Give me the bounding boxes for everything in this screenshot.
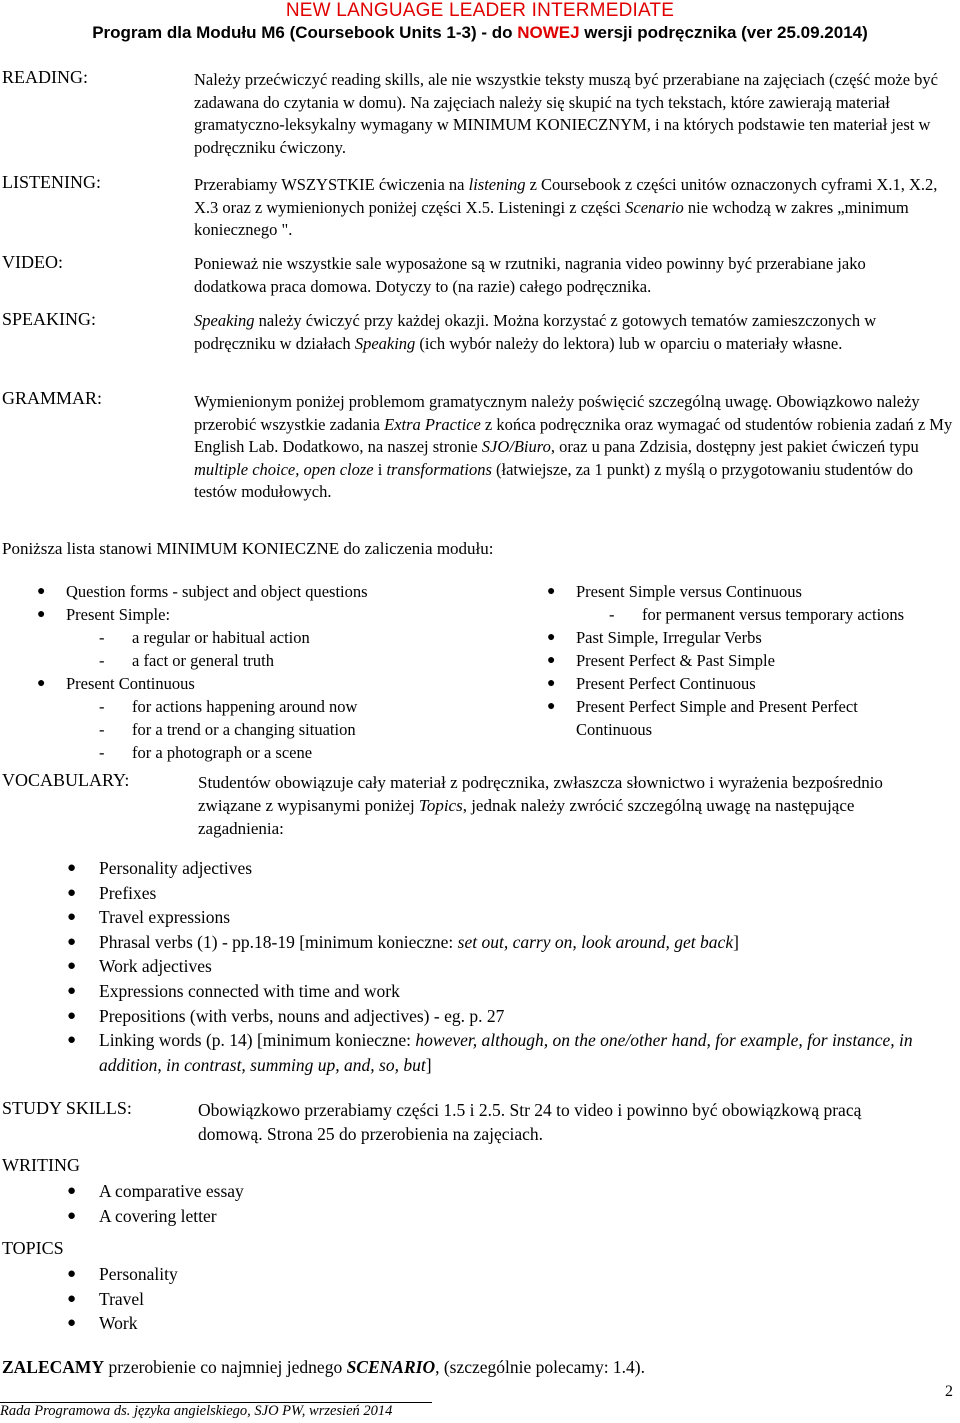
list-item-text: Travel expressions: [99, 907, 231, 928]
list-item: [67, 1204, 699, 1229]
list-item-text: Prefixes: [99, 882, 157, 903]
dash-icon: -: [99, 651, 105, 670]
list-item: [547, 695, 916, 741]
phrasal-i1: set out, carry on, look around, get back: [457, 931, 734, 952]
writing-label: WRITING: [2, 1155, 80, 1175]
grammar-i3: multiple choice, open cloze: [194, 459, 374, 479]
list-item-text: Present Perfect Continuous: [576, 674, 756, 693]
footer-text: Rada Programowa ds. języka angielskiego, SJO PW, wrzesień 2014: [0, 1403, 393, 1419]
document-title: NEW LANGUAGE LEADER INTERMEDIATE: [285, 0, 675, 21]
linking-t2: ]: [425, 1054, 432, 1075]
recommend-t1: przerobienie co najmniej jednego: [104, 1357, 347, 1377]
subtitle-text-1: Program dla Modułu M6 (Coursebook Units 1-3) - do: [92, 23, 518, 42]
sub-list-item: [609, 603, 956, 626]
grammar-t3: , oraz u pana Zdzisia, dostępny jest pakiet ćwiczeń typu: [550, 437, 919, 456]
grammar-list-left: [37, 580, 506, 764]
listening-t1: Przerabiamy WSZYSTKIE ćwiczenia na: [194, 175, 469, 194]
bullet-icon: ●: [67, 1007, 77, 1024]
listening-label: LISTENING:: [2, 172, 101, 192]
list-item-text: Present Simple:: [66, 605, 171, 624]
bullet-icon: ●: [67, 860, 77, 876]
sub-item-text: for a photograph or a scene: [132, 743, 313, 762]
list-item: [67, 1028, 949, 1077]
sub-item-text: for permanent versus temporary actions: [642, 605, 905, 624]
list-item-text: Personality adjectives: [99, 858, 253, 878]
bullet-icon: ●: [67, 1032, 77, 1049]
topics-list: [67, 1262, 699, 1336]
list-item: [67, 905, 949, 930]
video-text: Ponieważ nie wszystkie sale wyposażone są w rzutniki, nagrania video powinny być przerabiane jako dodatkowa praca domowa. Dotyczy to (na razie) całego podręcznika.: [194, 254, 866, 296]
list-item: [547, 649, 956, 672]
grammar-label: GRAMMAR:: [2, 388, 103, 408]
bullet-icon: ●: [547, 584, 556, 599]
list-item: [67, 1262, 699, 1287]
vocabulary-text: [198, 771, 938, 840]
recommend-bold: ZALECAMY: [2, 1357, 105, 1377]
list-item-text: Present Continuous: [66, 674, 195, 693]
grammar-text: [194, 391, 956, 504]
list-item: [37, 580, 506, 603]
speaking-i2: Speaking: [354, 333, 416, 353]
sub-item-text: for actions happening around now: [132, 697, 358, 716]
list-item: [67, 1287, 699, 1312]
list-item: [67, 930, 949, 955]
recommendation-text: [2, 1357, 645, 1378]
bullet-icon: ●: [37, 584, 46, 599]
list-item: [67, 856, 949, 881]
bullet-icon: ●: [67, 1207, 77, 1224]
vocab-t1: Studentów obowiązuje cały materiał z podręcznika, zwłaszcza słownictwo i wyrażenia bezpośrednio związane z wypisanymi poniżej: [198, 773, 883, 815]
listening-i2: Scenario: [625, 197, 684, 217]
listening-text: [194, 174, 958, 242]
dash-icon: -: [99, 743, 105, 762]
bullet-icon: ●: [67, 884, 77, 901]
speaking-text: [194, 310, 924, 355]
reading-label: READING:: [2, 67, 88, 87]
grammar-i2: SJO/Biuro: [481, 437, 551, 456]
bullet-icon: ●: [547, 630, 556, 645]
sub-item-text: a fact or general truth: [132, 651, 275, 670]
grammar-t4: i: [373, 459, 387, 479]
list-item-text: Prepositions (with verbs, nouns and adjectives) - eg. p. 27: [99, 1005, 505, 1026]
video-label: VIDEO:: [2, 252, 63, 272]
document-subtitle: [0, 23, 960, 43]
grammar-t1: Wymienionym poniżej problemom gramatycznym należy poświęcić szczególną uwagę. Obowiązkowo należy przerobić wszystkie zadania: [194, 392, 920, 434]
sub-list-item: [99, 626, 506, 649]
bullet-icon: ●: [67, 1290, 77, 1307]
bullet-icon: ●: [67, 1315, 77, 1332]
sub-list-item: [99, 718, 506, 741]
recommend-t2: , (szczególnie polecamy: 1.4).: [435, 1357, 646, 1377]
bullet-icon: ●: [547, 653, 556, 668]
dash-icon: -: [99, 628, 105, 647]
grammar-i4: transformations: [386, 459, 492, 479]
linking-i1: however, although, on the one/other hand, for example, for instance, in addition, in contrast, summing up, and, so, but: [99, 1030, 913, 1075]
list-item-text: Travel: [99, 1288, 145, 1309]
vocabulary-label: VOCABULARY:: [2, 770, 130, 790]
list-item: [37, 672, 506, 695]
bullet-icon: ●: [547, 699, 556, 714]
sub-list-item: [99, 695, 506, 718]
bullet-icon: ●: [547, 676, 556, 691]
list-item: [67, 1179, 699, 1204]
list-item-text: Past Simple, Irregular Verbs: [576, 628, 762, 647]
list-item-text: Present Perfect & Past Simple: [576, 651, 775, 670]
list-item: [547, 580, 956, 603]
recommend-bi: SCENARIO: [346, 1357, 436, 1377]
bullet-icon: ●: [37, 676, 46, 691]
list-item-text: Present Perfect Simple and Present Perfect Continuous: [576, 697, 858, 739]
list-item-text: Work adjectives: [99, 956, 212, 977]
subtitle-text-2: wersji podręcznika (ver 25.09.2014): [579, 23, 868, 42]
phrasal-t1: Phrasal verbs (1) - pp.18-19 [minimum konieczne:: [99, 931, 458, 952]
study-skills-label: STUDY SKILLS:: [2, 1098, 132, 1118]
subtitle-highlight: NOWEJ: [517, 23, 580, 42]
topics-label: TOPICS: [2, 1238, 64, 1258]
page-number: 2: [945, 1383, 953, 1400]
dash-icon: -: [99, 720, 105, 739]
linking-t1: Linking words (p. 14) [minimum konieczne:: [99, 1030, 416, 1051]
bullet-icon: ●: [67, 1266, 77, 1282]
speaking-t1: należy ćwiczyć przy każdej okazji. Można korzystać z gotowych tematów zamieszczonych w podręczniku w działach: [194, 311, 877, 353]
list-item: [547, 672, 956, 695]
listening-i1: listening: [468, 175, 526, 194]
list-item-text: Present Simple versus Continuous: [576, 582, 802, 601]
bullet-icon: ●: [37, 607, 46, 622]
list-item-text: Personality: [99, 1264, 178, 1284]
sub-item-text: a regular or habitual action: [132, 628, 310, 647]
grammar-t5: (łatwiejsze, za 1 punkt) z myślą o przygotowaniu studentów do testów modułowych.: [194, 459, 913, 501]
listening-t2: z Coursebook z części unitów oznaczonych cyframi X.1, X.2, X.3 oraz z wymienionych poniżej części X.5. Listeningi z części: [194, 175, 938, 217]
list-item: [67, 881, 949, 906]
minimum-intro: Poniższa lista stanowi MINIMUM KONIECZNE do zaliczenia modułu:: [2, 539, 494, 558]
study-skills-text: Obowiązkowo przerabiamy części 1.5 i 2.5. Str 24 to video i powinno być obowiązkową pracą domową. Strona 25 do przerobienia na zajęciach.: [198, 1100, 862, 1144]
list-item-text: Work: [99, 1313, 138, 1334]
list-item: [67, 1004, 949, 1029]
list-item: [67, 979, 949, 1004]
dash-icon: -: [609, 605, 615, 624]
sub-list-item: [99, 741, 506, 764]
grammar-list-right: [547, 580, 956, 741]
sub-list-item: [99, 649, 506, 672]
vocabulary-list: [67, 856, 949, 1077]
bullet-icon: ●: [67, 1183, 77, 1199]
phrasal-t2: ]: [733, 931, 739, 952]
speaking-t2: (ich wybór należy do lektora) lub w oparciu o materiały własne.: [415, 333, 843, 353]
speaking-i1: Speaking: [194, 311, 255, 330]
writing-list: [67, 1179, 699, 1228]
vocab-i1: Topics: [418, 796, 463, 815]
list-item-text: A covering letter: [99, 1205, 217, 1226]
listening-t3: nie wchodzą w zakres „minimum koniecznego ".: [194, 197, 909, 239]
reading-text: Należy przećwiczyć reading skills, ale nie wszystkie teksty muszą być przerabiane na zajęciach (część może być zadawana do czytania w domu). Na zajęciach należy się skupić na tych tekstach, które zawierają materiał gramatyczno-leksykalny wymagany w MINIMUM KONIECZNYM, i na których podstawie ten materiał jest w podręczniku ćwiczony.: [194, 70, 938, 157]
list-item: [37, 603, 506, 626]
speaking-label: SPEAKING:: [2, 309, 97, 329]
dash-icon: -: [99, 697, 105, 716]
sub-item-text: for a trend or a changing situation: [132, 720, 356, 739]
list-item-text: A comparative essay: [99, 1181, 244, 1201]
list-item: [547, 626, 956, 649]
bullet-icon: ●: [67, 982, 77, 999]
list-item-text: Expressions connected with time and work: [99, 980, 400, 1001]
vocab-t2: , jednak należy zwrócić szczególną uwagę na następujące zagadnienia:: [198, 796, 855, 838]
grammar-i1: Extra Practice: [384, 414, 481, 434]
list-item-text: Question forms - subject and object questions: [66, 582, 368, 601]
bullet-icon: ●: [67, 933, 77, 950]
list-item: [67, 1311, 699, 1336]
bullet-icon: ●: [67, 958, 77, 975]
grammar-t2: z końca podręcznika oraz wymagać od studentów robienia zadań z My English Lab. Dodatkowo, na naszej stronie: [194, 414, 953, 456]
bullet-icon: ●: [67, 909, 77, 926]
list-item: [67, 954, 949, 979]
